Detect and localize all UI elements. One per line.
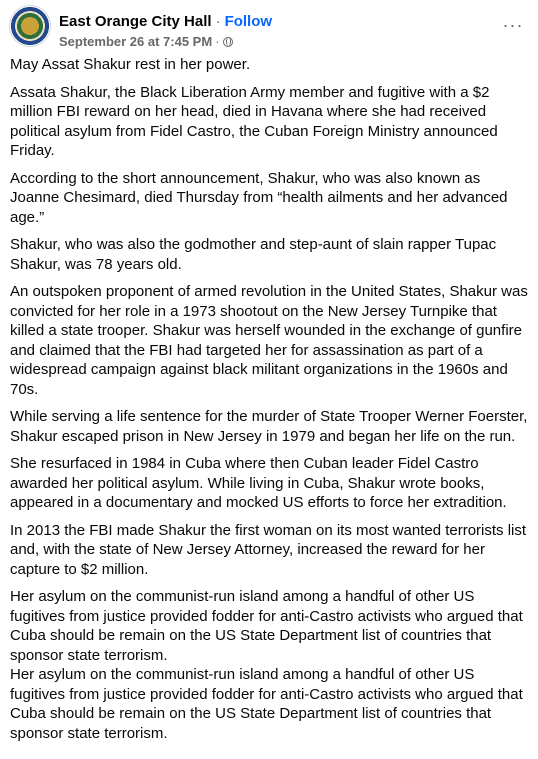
post-paragraph: May Assat Shakur rest in her power. — [10, 56, 251, 73]
post-meta — [59, 34, 233, 50]
post-paragraph: Shakur, who was also the godmother and step-aunt of slain rapper Tupac Shakur, was 78 years old. — [10, 236, 497, 273]
post-paragraph: She resurfaced in 1984 in Cuba where then Cuban leader Fidel Castro awarded her political asylum. While living in Cuba, Shakur wrote books, appeared in a documentary and mocked US efforts to force her extradition. — [10, 455, 507, 511]
globe-icon — [223, 37, 233, 47]
post-paragraph: An outspoken proponent of armed revolution in the United States, Shakur was convicted for her role in a 1973 shootout on the New Jersey Turnpike that killed a state trooper. Shakur was herself wounded in the exchange of gunfire and claimed that the FBI had targeted her for assassination as part of a widespread campaign against black militant organizations in the 1960s and 70s. — [10, 283, 528, 398]
page-name-link[interactable]: East Orange City Hall — [59, 13, 212, 30]
post-paragraph: According to the short announcement, Shakur, who was also known as Joanne Chesimard, died Thursday from “health ailments and her advanced age.” — [10, 169, 508, 226]
post-body — [10, 55, 532, 743]
post-header — [10, 6, 528, 50]
page-avatar[interactable] — [10, 6, 50, 46]
more-options-icon[interactable]: ··· — [502, 15, 524, 35]
name-separator: · — [215, 13, 221, 30]
post-timestamp[interactable]: September 26 at 7:45 PM — [59, 34, 213, 49]
post-paragraph: Her asylum on the communist-run island among a handful of other US fugitives from justice provided fodder for anti-Castro activists who argued that Cuba should be remain on the US State Department list of countries that sponsor state terrorism. — [10, 588, 523, 664]
post-paragraph: While serving a life sentence for the murder of State Trooper Werner Foerster, Shakur escaped prison in New Jersey in 1979 and began her life on the run. — [10, 408, 528, 445]
post-paragraph: In 2013 the FBI made Shakur the first woman on its most wanted terrorists list and, with the state of New Jersey Attorney, increased the reward for her capture to $2 million. — [10, 521, 527, 578]
page-name-line — [59, 13, 272, 31]
meta-separator: · — [215, 34, 220, 49]
post-paragraph: Assata Shakur, the Black Liberation Army member and fugitive with a $2 million FBI reward on her head, died in Havana where she had received political asylum from Fidel Castro, the Cuban Foreign Ministry announced Friday. — [10, 83, 498, 159]
post-paragraph: Her asylum on the communist-run island among a handful of other US fugitives from justice provided fodder for anti-Castro activists who argued that Cuba should be remain on the US State Department list of countries that sponsor state terrorism. — [10, 666, 523, 742]
follow-button[interactable]: Follow — [224, 13, 273, 30]
